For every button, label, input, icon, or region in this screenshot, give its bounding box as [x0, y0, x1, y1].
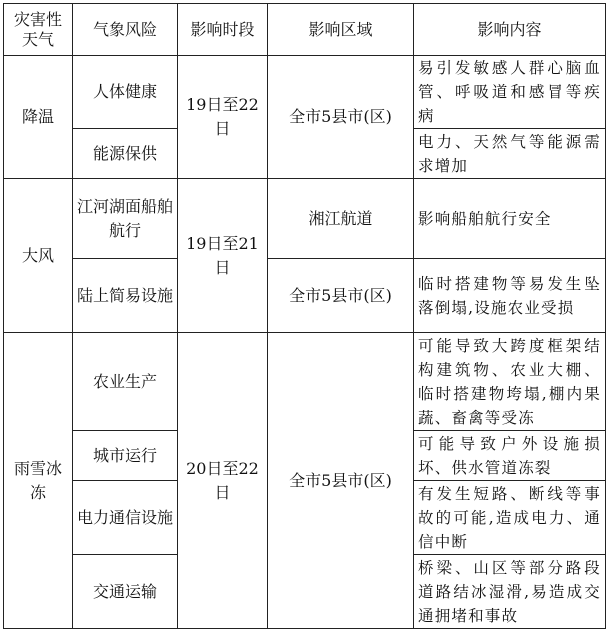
- content-cell: 电力、天然气等能源需求增加: [414, 129, 606, 179]
- risk-cell: 能源保供: [73, 129, 178, 179]
- table-row: [4, 259, 606, 333]
- header-weather-risk: 气象风险: [73, 4, 178, 56]
- table-row: [4, 333, 606, 431]
- content-cell: 有发生短路、断线等事故的可能,造成电力、通信中断: [414, 481, 606, 555]
- area-cell: 湘江航道: [268, 179, 414, 259]
- risk-cell: 交通运输: [73, 555, 178, 629]
- risk-cell: 江河湖面船舶航行: [73, 179, 178, 259]
- risk-cell: 城市运行: [73, 431, 178, 481]
- risk-cell: 农业生产: [73, 333, 178, 431]
- header-row: [4, 4, 606, 56]
- weather-impact-table: [3, 3, 606, 629]
- content-cell: 影响船舶航行安全: [414, 179, 606, 259]
- period-cell: 20日至22日: [178, 333, 268, 629]
- header-disaster-weather: 灾害性天气: [4, 4, 73, 56]
- area-cell: 全市5县市(区): [268, 56, 414, 179]
- period-cell: 19日至21日: [178, 179, 268, 333]
- content-cell: 临时搭建物等易发生坠落倒塌,设施农业受损: [414, 259, 606, 333]
- risk-cell: 人体健康: [73, 56, 178, 129]
- area-cell: 全市5县市(区): [268, 259, 414, 333]
- table-row: [4, 179, 606, 259]
- content-cell: 可能导致大跨度框架结构建筑物、农业大棚、临时搭建物垮塌,棚内果蔬、畜禽等受冻: [414, 333, 606, 431]
- disaster-weather-cell: 雨雪冰冻: [4, 333, 73, 629]
- table-row: [4, 56, 606, 129]
- content-cell: 易引发敏感人群心脑血管、呼吸道和感冒等疾病: [414, 56, 606, 129]
- content-cell: 桥梁、山区等部分路段道路结冰湿滑,易造成交通拥堵和事故: [414, 555, 606, 629]
- disaster-weather-cell: 大风: [4, 179, 73, 333]
- area-cell: 全市5县市(区): [268, 333, 414, 629]
- content-cell: 可能导致户外设施损坏、供水管道冻裂: [414, 431, 606, 481]
- period-cell: 19日至22日: [178, 56, 268, 179]
- risk-cell: 电力通信设施: [73, 481, 178, 555]
- risk-cell: 陆上简易设施: [73, 259, 178, 333]
- header-impact-area: 影响区域: [268, 4, 414, 56]
- header-impact-period: 影响时段: [178, 4, 268, 56]
- disaster-weather-cell: 降温: [4, 56, 73, 179]
- header-impact-content: 影响内容: [414, 4, 606, 56]
